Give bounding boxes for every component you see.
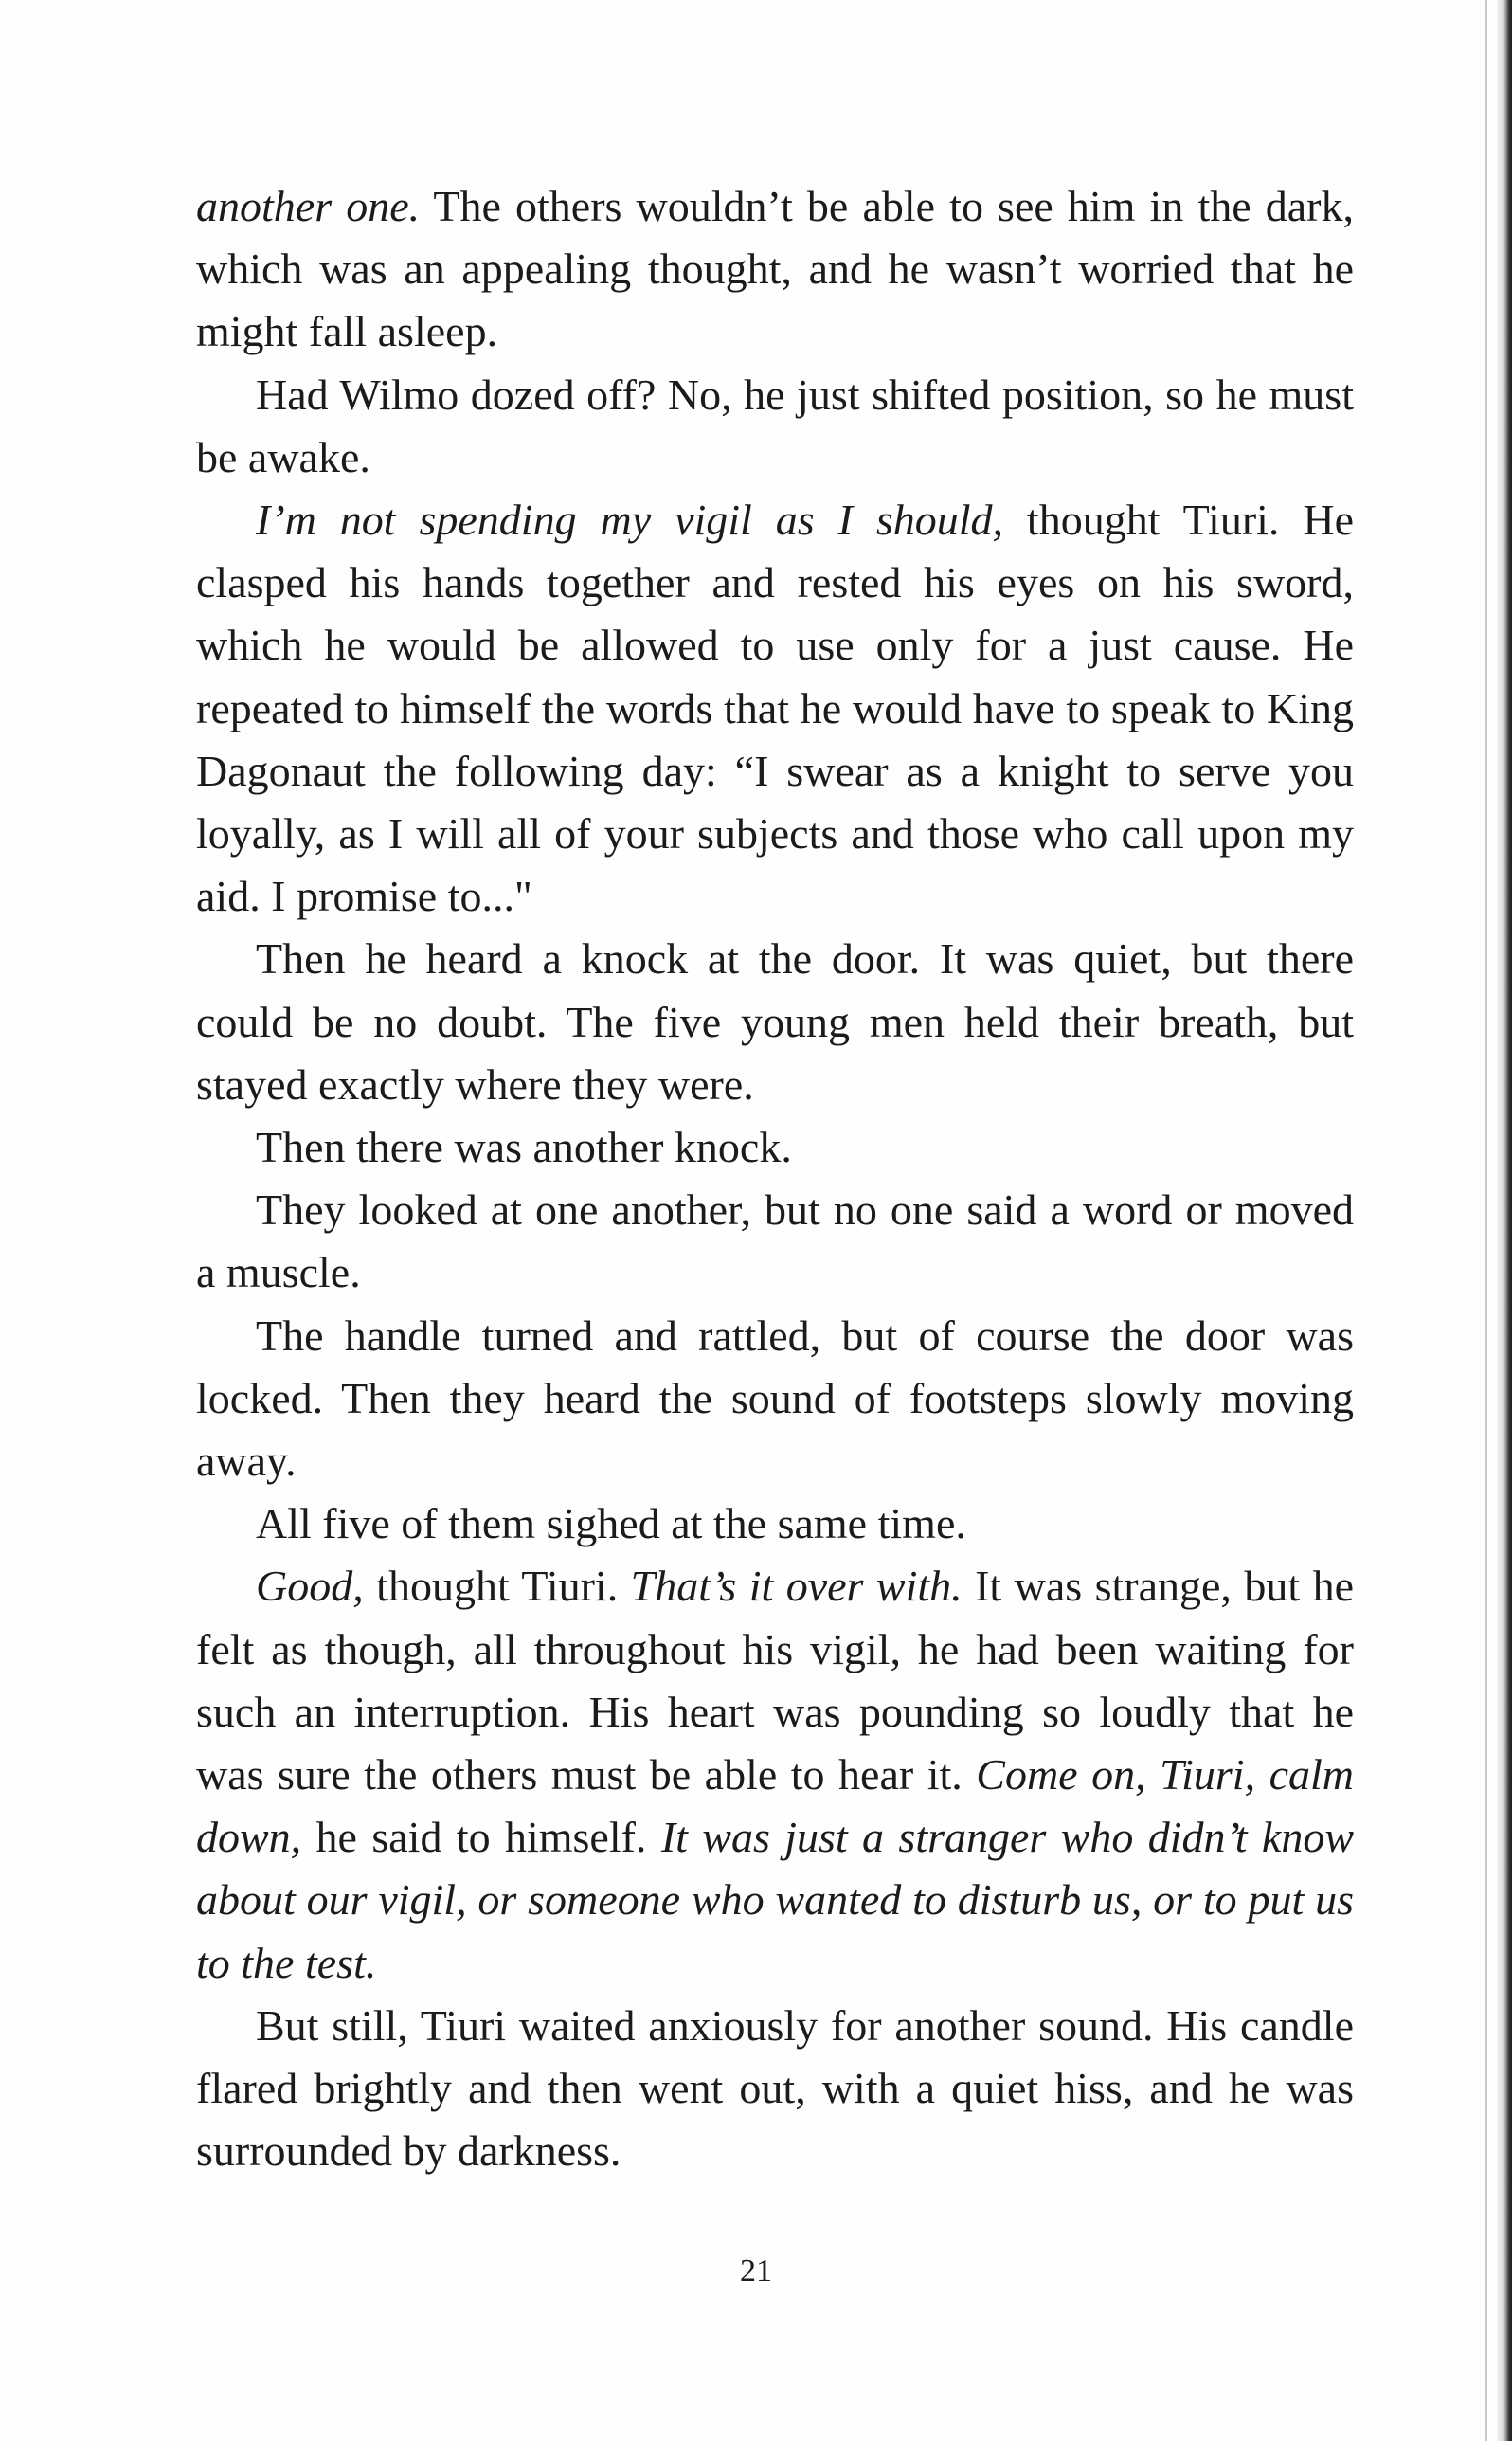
text-segment: thought Tiuri. He clasped his hands together and rested his eyes on his sword, which he would be allowed to use only for a just cause. He repeated to himself the words that he would have to speak to King Dagonaut the following day: “I swear as a knight to serve you loyally, as I will all of your subjects and those who call upon my aid. I promise to..." — [196, 496, 1354, 921]
italic-text: It was just a stranger who didn’t know about our vigil, or someone who wanted to disturb us, or to put us to the test. — [196, 1813, 1354, 1987]
italic-text: I’m not spending my vigil as I should, — [256, 496, 1003, 545]
page-gutter-line — [1485, 0, 1487, 2441]
paragraph — [196, 175, 1354, 364]
text-segment: The handle turned and rattled, but of course the door was locked. Then they heard the sound of footsteps slowly moving away. — [196, 1311, 1354, 1486]
italic-text: That’s it over with. — [630, 1562, 963, 1611]
paragraph — [196, 1555, 1354, 1994]
italic-text: another one. — [196, 182, 421, 230]
text-segment: Then there was another knock. — [256, 1123, 792, 1172]
text-segment: All five of them sighed at the same time. — [256, 1499, 966, 1548]
paragraph — [196, 1116, 1354, 1179]
italic-text: Come on, Tiuri, calm down, — [196, 1750, 1355, 1862]
paragraph — [196, 1179, 1354, 1304]
text-segment: But still, Tiuri waited anxiously for another sound. His candle flared brightly and then went out, with a quiet hiss, and he was surrounded by darkness. — [196, 2000, 1354, 2176]
paragraph — [196, 1492, 1354, 1555]
text-segment: Then he heard a knock at the door. It was quiet, but there could be no doubt. The five young men held their breath, but stayed exactly where they were. — [196, 934, 1354, 1109]
body-text — [196, 175, 1354, 2183]
text-segment: The others wouldn’t be able to see him in the dark, which was an appealing thought, and he wasn’t worried that he might fall asleep. — [196, 182, 1354, 356]
page-edge-shadow — [1497, 0, 1512, 2441]
italic-text: Good, — [256, 1562, 364, 1611]
paragraph — [196, 364, 1354, 489]
text-segment: Had Wilmo dozed off? No, he just shifted position, so he must be awake. — [196, 370, 1354, 481]
paragraph — [196, 928, 1354, 1116]
text-segment: thought Tiuri. — [363, 1562, 631, 1611]
text-segment: They looked at one another, but no one said a word or moved a muscle. — [196, 1185, 1354, 1297]
paragraph — [196, 1305, 1354, 1493]
text-segment: It was strange, but he felt as though, all throughout his vigil, he had been waiting for such an interruption. His heart was pounding so loudly that he was sure the others must be able to hear it. — [196, 1562, 1354, 1799]
page-number: 21 — [740, 2253, 772, 2288]
paragraph — [196, 1995, 1354, 2183]
text-segment: he said to himself. — [301, 1813, 661, 1862]
paragraph — [196, 489, 1354, 928]
